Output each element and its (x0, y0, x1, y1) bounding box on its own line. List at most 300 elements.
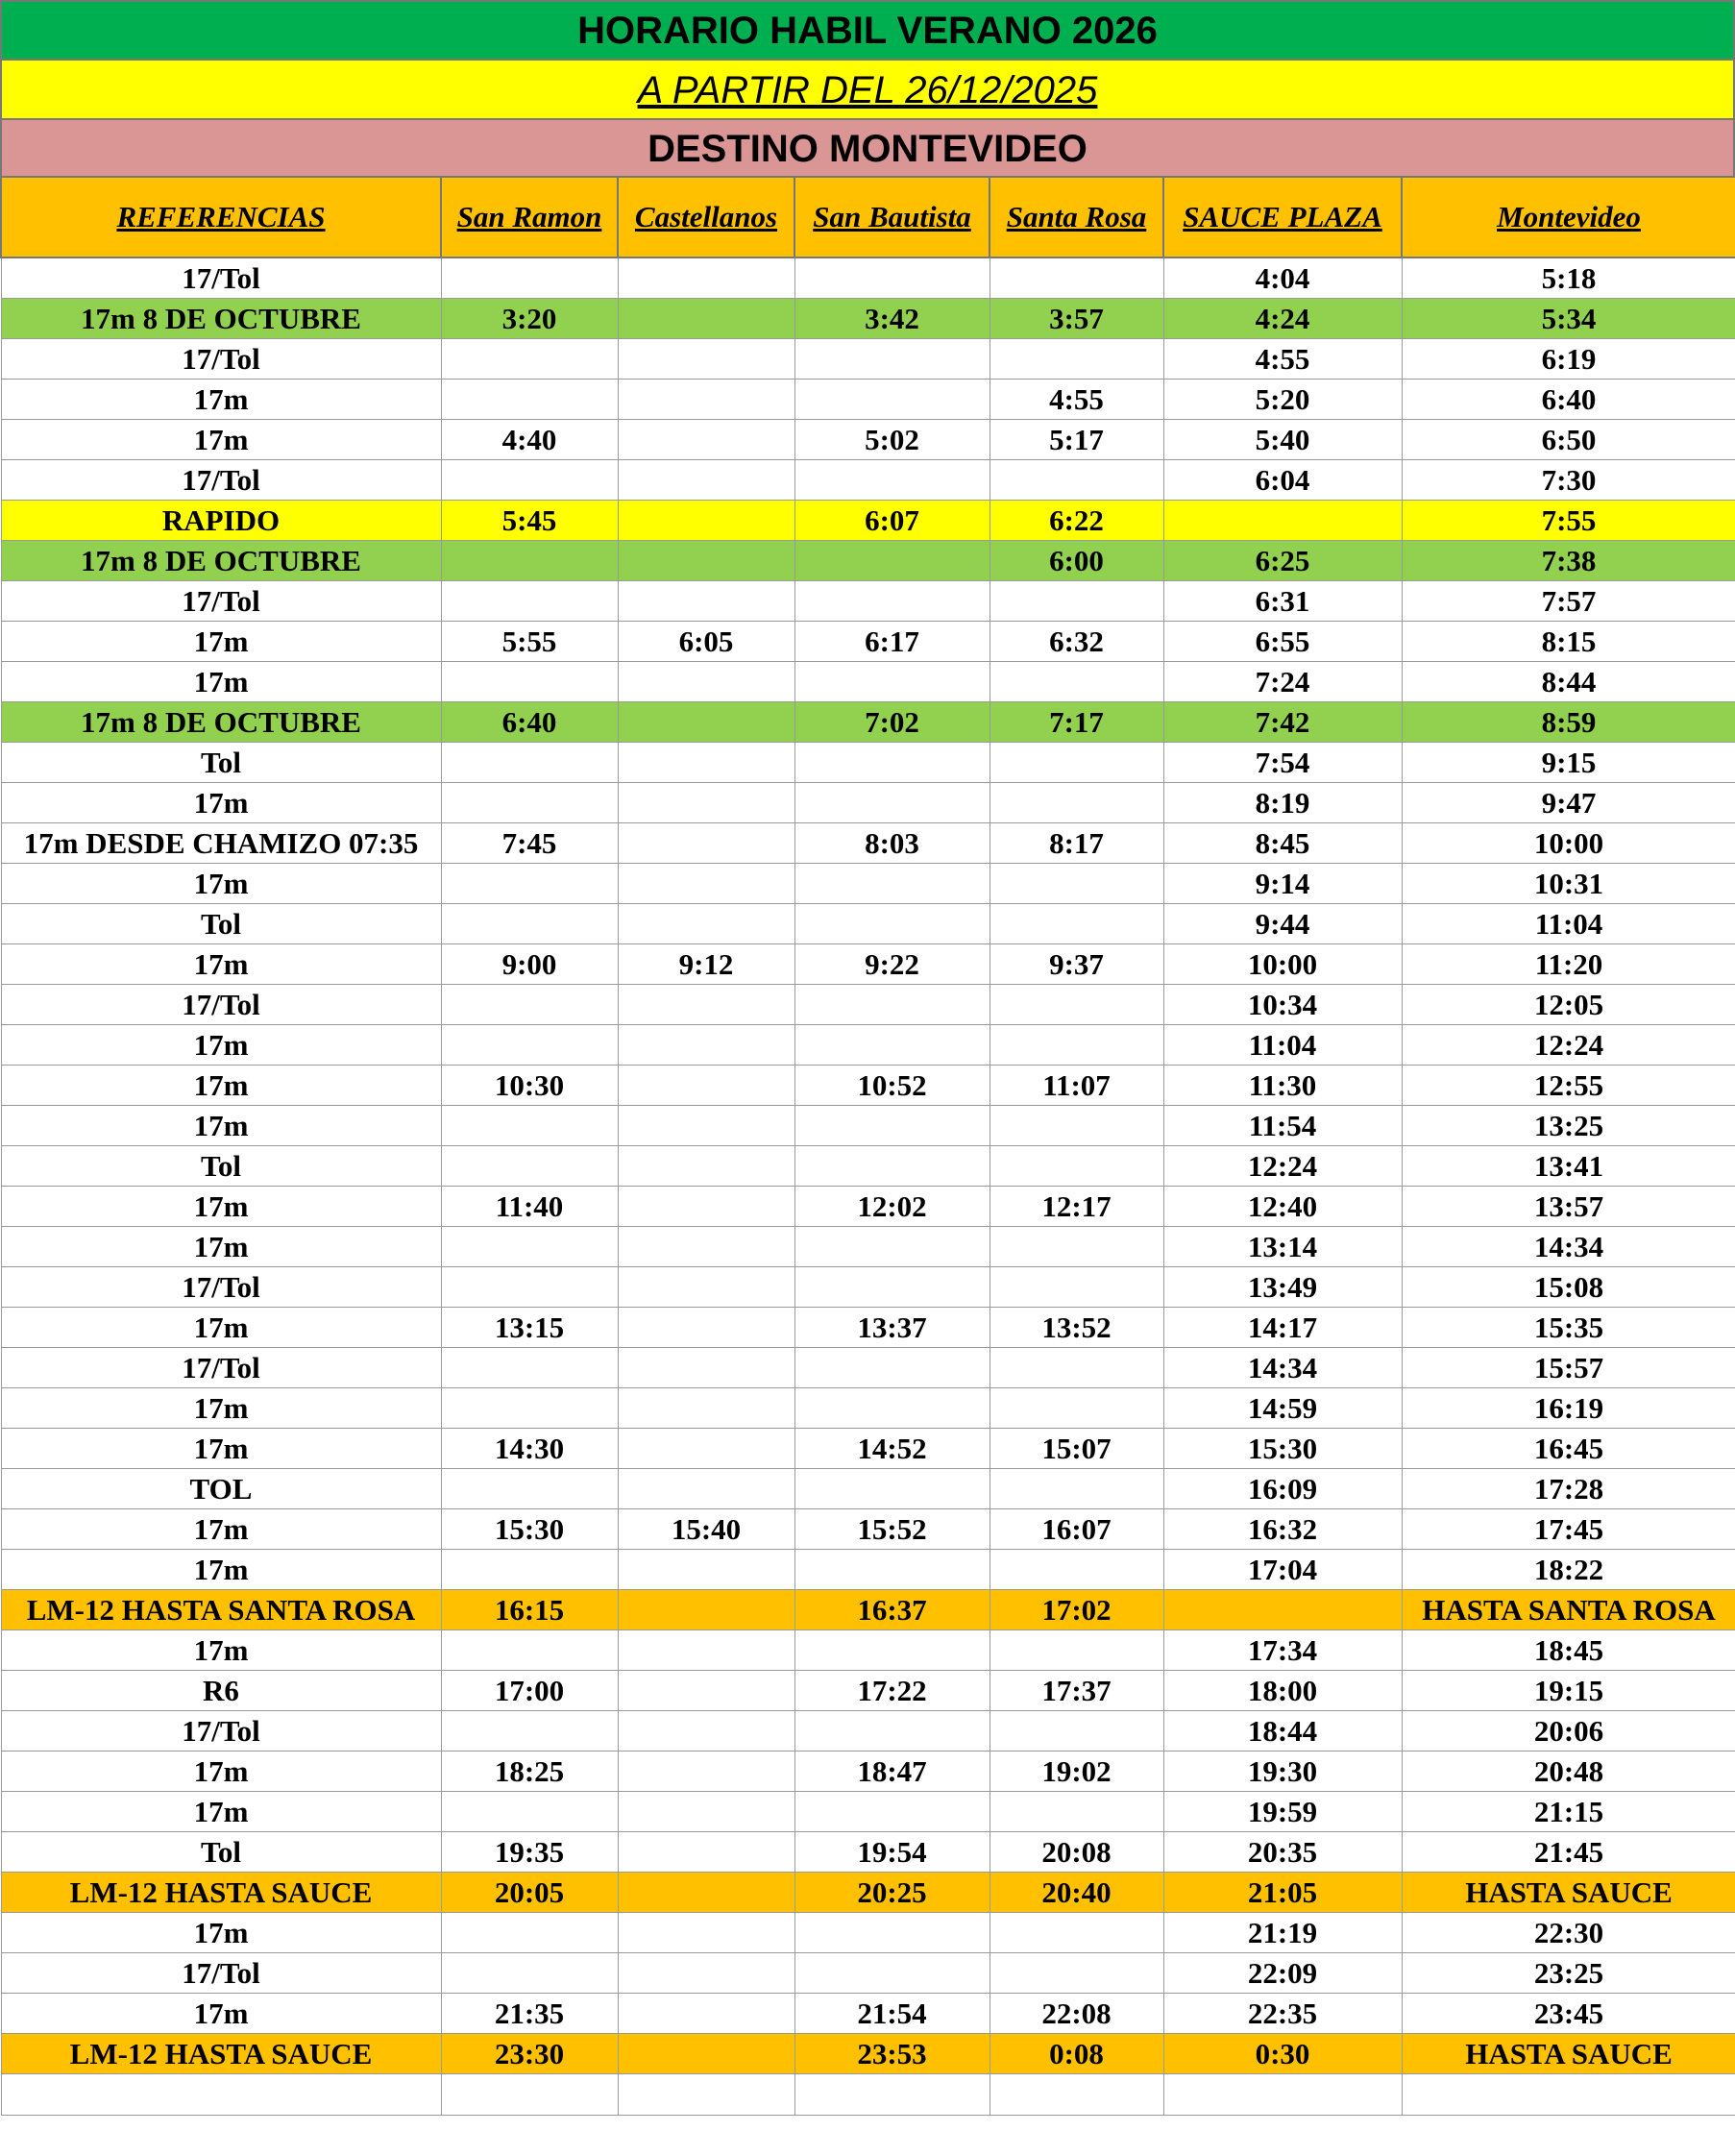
montevideo-cell: 9:15 (1402, 743, 1735, 783)
referencia-cell: 17m 8 DE OCTUBRE (1, 541, 441, 581)
san-bautista-cell: 20:25 (794, 1873, 990, 1913)
santa-rosa-cell: 6:00 (990, 541, 1163, 581)
san-bautista-cell (794, 1469, 990, 1509)
castellanos-cell (618, 2074, 794, 2116)
san-ramon-cell (441, 1469, 618, 1509)
montevideo-cell: 12:55 (1402, 1066, 1735, 1106)
san-ramon-cell: 20:05 (441, 1873, 618, 1913)
montevideo-cell: 16:45 (1402, 1429, 1735, 1469)
montevideo-cell: 17:45 (1402, 1509, 1735, 1550)
referencia-cell: 17m (1, 944, 441, 985)
referencia-cell: 17m (1, 420, 441, 460)
san-ramon-cell (441, 743, 618, 783)
san-ramon-cell: 17:00 (441, 1671, 618, 1711)
castellanos-cell (618, 1752, 794, 1792)
referencia-cell: 17m (1, 622, 441, 662)
castellanos-cell (618, 1469, 794, 1509)
sauce-plaza-cell (1163, 2074, 1402, 2116)
castellanos-cell (618, 1025, 794, 1066)
montevideo-cell: 12:24 (1402, 1025, 1735, 1066)
table-row (1, 864, 1735, 904)
sauce-plaza-cell: 6:55 (1163, 622, 1402, 662)
san-bautista-cell: 6:07 (794, 501, 990, 541)
table-row (1, 702, 1735, 743)
castellanos-cell (618, 1187, 794, 1227)
san-bautista-cell: 16:37 (794, 1590, 990, 1630)
santa-rosa-cell: 3:57 (990, 299, 1163, 339)
montevideo-cell: 11:20 (1402, 944, 1735, 985)
san-bautista-cell (794, 1227, 990, 1267)
table-row (1, 1913, 1735, 1953)
san-bautista-cell (794, 864, 990, 904)
santa-rosa-cell (990, 1106, 1163, 1146)
referencia-cell: 17m (1, 1550, 441, 1590)
santa-rosa-cell: 19:02 (990, 1752, 1163, 1792)
san-bautista-cell: 19:54 (794, 1832, 990, 1873)
san-bautista-cell (794, 1913, 990, 1953)
referencia-cell: LM-12 HASTA SAUCE (1, 1873, 441, 1913)
montevideo-cell: 7:55 (1402, 501, 1735, 541)
san-bautista-cell: 12:02 (794, 1187, 990, 1227)
referencia-cell: LM-12 HASTA SAUCE (1, 2034, 441, 2074)
table-row (1, 581, 1735, 622)
san-ramon-cell: 6:40 (441, 702, 618, 743)
castellanos-cell (618, 1308, 794, 1348)
montevideo-cell: 13:57 (1402, 1187, 1735, 1227)
referencia-cell: Tol (1, 743, 441, 783)
castellanos-cell: 6:05 (618, 622, 794, 662)
castellanos-cell (618, 1994, 794, 2034)
castellanos-cell (618, 743, 794, 783)
san-bautista-cell: 8:03 (794, 823, 990, 864)
sauce-plaza-cell: 8:45 (1163, 823, 1402, 864)
montevideo-cell: 21:45 (1402, 1832, 1735, 1873)
santa-rosa-cell: 22:08 (990, 1994, 1163, 2034)
san-ramon-cell (441, 1792, 618, 1832)
table-row (1, 1187, 1735, 1227)
sauce-plaza-cell: 15:30 (1163, 1429, 1402, 1469)
castellanos-cell: 15:40 (618, 1509, 794, 1550)
san-bautista-cell: 18:47 (794, 1752, 990, 1792)
table-row (1, 460, 1735, 501)
santa-rosa-cell (990, 1348, 1163, 1388)
san-bautista-cell (794, 1348, 990, 1388)
montevideo-cell: 23:45 (1402, 1994, 1735, 2034)
san-ramon-cell (441, 541, 618, 581)
san-ramon-cell (441, 380, 618, 420)
sauce-plaza-cell: 18:44 (1163, 1711, 1402, 1752)
san-ramon-cell (441, 1227, 618, 1267)
sauce-plaza-cell: 0:30 (1163, 2034, 1402, 2074)
san-ramon-cell (441, 1025, 618, 1066)
santa-rosa-cell: 9:37 (990, 944, 1163, 985)
montevideo-cell: 10:31 (1402, 864, 1735, 904)
san-ramon-cell: 4:40 (441, 420, 618, 460)
sauce-plaza-cell: 12:24 (1163, 1146, 1402, 1187)
montevideo-cell: 17:28 (1402, 1469, 1735, 1509)
montevideo-cell: 20:48 (1402, 1752, 1735, 1792)
san-bautista-cell (794, 1630, 990, 1671)
referencia-cell: LM-12 HASTA SANTA ROSA (1, 1590, 441, 1630)
table-row (1, 1590, 1735, 1630)
referencia-cell: Tol (1, 1146, 441, 1187)
san-bautista-cell: 13:37 (794, 1308, 990, 1348)
santa-rosa-cell: 20:08 (990, 1832, 1163, 1873)
castellanos-cell (618, 1792, 794, 1832)
table-row (1, 904, 1735, 944)
santa-rosa-cell (990, 1913, 1163, 1953)
san-ramon-cell: 13:15 (441, 1308, 618, 1348)
referencia-cell: 17/Tol (1, 257, 441, 299)
montevideo-cell: 18:22 (1402, 1550, 1735, 1590)
san-bautista-cell (794, 2074, 990, 2116)
column-header-row (1, 177, 1735, 257)
sauce-plaza-cell: 16:09 (1163, 1469, 1402, 1509)
santa-rosa-cell (990, 460, 1163, 501)
montevideo-cell: 5:18 (1402, 257, 1735, 299)
san-ramon-cell (441, 1146, 618, 1187)
san-bautista-cell (794, 581, 990, 622)
table-row (1, 1025, 1735, 1066)
montevideo-cell: 9:47 (1402, 783, 1735, 823)
san-bautista-cell: 14:52 (794, 1429, 990, 1469)
referencia-cell: 17m (1, 1429, 441, 1469)
montevideo-cell: 22:30 (1402, 1913, 1735, 1953)
san-bautista-cell (794, 380, 990, 420)
sauce-plaza-cell: 4:04 (1163, 257, 1402, 299)
san-ramon-cell: 23:30 (441, 2034, 618, 2074)
timetable-body (1, 257, 1735, 2116)
san-bautista-cell (794, 1550, 990, 1590)
table-row (1, 1671, 1735, 1711)
santa-rosa-cell: 16:07 (990, 1509, 1163, 1550)
referencia-cell: 17m (1, 864, 441, 904)
san-bautista-cell (794, 783, 990, 823)
sauce-plaza-cell: 6:25 (1163, 541, 1402, 581)
table-row (1, 1792, 1735, 1832)
sauce-plaza-cell: 22:35 (1163, 1994, 1402, 2034)
castellanos-cell (618, 1630, 794, 1671)
montevideo-cell: 8:59 (1402, 702, 1735, 743)
table-row (1, 1146, 1735, 1187)
castellanos-cell (618, 1590, 794, 1630)
referencia-cell: 17m (1, 662, 441, 702)
castellanos-cell (618, 2034, 794, 2074)
sauce-plaza-cell: 9:44 (1163, 904, 1402, 944)
santa-rosa-cell: 5:17 (990, 420, 1163, 460)
column-header-castellanos: Castellanos (618, 177, 794, 257)
column-header-san-bautista: San Bautista (794, 177, 990, 257)
santa-rosa-cell (990, 1953, 1163, 1994)
san-ramon-cell (441, 904, 618, 944)
referencia-cell: 17m (1, 1025, 441, 1066)
santa-rosa-cell: 6:32 (990, 622, 1163, 662)
montevideo-cell: 7:30 (1402, 460, 1735, 501)
santa-rosa-cell (990, 1550, 1163, 1590)
table-row (1, 662, 1735, 702)
sauce-plaza-cell: 14:17 (1163, 1308, 1402, 1348)
san-bautista-cell: 21:54 (794, 1994, 990, 2034)
castellanos-cell (618, 1550, 794, 1590)
castellanos-cell (618, 460, 794, 501)
santa-rosa-cell (990, 581, 1163, 622)
sauce-plaza-cell: 17:04 (1163, 1550, 1402, 1590)
sauce-plaza-cell: 11:54 (1163, 1106, 1402, 1146)
column-header-referencias: REFERENCIAS (1, 177, 441, 257)
sauce-plaza-cell: 20:35 (1163, 1832, 1402, 1873)
referencia-cell: 17m (1, 1630, 441, 1671)
sauce-plaza-cell: 14:59 (1163, 1388, 1402, 1429)
san-ramon-cell (441, 1711, 618, 1752)
san-ramon-cell (441, 257, 618, 299)
referencia-cell: 17m 8 DE OCTUBRE (1, 299, 441, 339)
san-ramon-cell (441, 2074, 618, 2116)
montevideo-cell: 6:19 (1402, 339, 1735, 380)
table-row (1, 985, 1735, 1025)
san-bautista-cell: 10:52 (794, 1066, 990, 1106)
castellanos-cell (618, 1066, 794, 1106)
montevideo-cell: 15:08 (1402, 1267, 1735, 1308)
san-ramon-cell: 19:35 (441, 1832, 618, 1873)
santa-rosa-cell: 15:07 (990, 1429, 1163, 1469)
santa-rosa-cell (990, 904, 1163, 944)
san-ramon-cell: 11:40 (441, 1187, 618, 1227)
montevideo-cell: 11:04 (1402, 904, 1735, 944)
san-ramon-cell (441, 339, 618, 380)
table-row (1, 1873, 1735, 1913)
sauce-plaza-cell (1163, 1590, 1402, 1630)
san-bautista-cell (794, 1388, 990, 1429)
santa-rosa-cell (990, 1025, 1163, 1066)
santa-rosa-cell (990, 1469, 1163, 1509)
montevideo-cell: 8:15 (1402, 622, 1735, 662)
sauce-plaza-cell: 10:34 (1163, 985, 1402, 1025)
table-row (1, 1388, 1735, 1429)
table-row (1, 783, 1735, 823)
castellanos-cell: 9:12 (618, 944, 794, 985)
san-ramon-cell (441, 581, 618, 622)
montevideo-cell: 18:45 (1402, 1630, 1735, 1671)
column-header-santa-rosa: Santa Rosa (990, 177, 1163, 257)
table-row (1, 823, 1735, 864)
sauce-plaza-cell: 16:32 (1163, 1509, 1402, 1550)
sauce-plaza-cell: 5:20 (1163, 380, 1402, 420)
column-header-montevideo: Montevideo (1402, 177, 1735, 257)
san-bautista-cell: 23:53 (794, 2034, 990, 2074)
castellanos-cell (618, 501, 794, 541)
sauce-plaza-cell: 6:04 (1163, 460, 1402, 501)
sauce-plaza-cell: 11:04 (1163, 1025, 1402, 1066)
san-ramon-cell (441, 1550, 618, 1590)
table-row (1, 1630, 1735, 1671)
san-ramon-cell: 18:25 (441, 1752, 618, 1792)
montevideo-cell: 7:38 (1402, 541, 1735, 581)
referencia-cell: 17m 8 DE OCTUBRE (1, 702, 441, 743)
sauce-plaza-cell: 12:40 (1163, 1187, 1402, 1227)
referencia-cell: 17m (1, 783, 441, 823)
referencia-cell: Tol (1, 904, 441, 944)
schedule-title: HORARIO HABIL VERANO 2026 (0, 0, 1735, 59)
san-ramon-cell (441, 864, 618, 904)
table-row (1, 1752, 1735, 1792)
table-row (1, 501, 1735, 541)
montevideo-cell: HASTA SAUCE (1402, 1873, 1735, 1913)
santa-rosa-cell (990, 864, 1163, 904)
san-bautista-cell: 17:22 (794, 1671, 990, 1711)
castellanos-cell (618, 1913, 794, 1953)
castellanos-cell (618, 985, 794, 1025)
sauce-plaza-cell: 8:19 (1163, 783, 1402, 823)
table-row (1, 1994, 1735, 2034)
san-ramon-cell: 3:20 (441, 299, 618, 339)
referencia-cell: 17m (1, 380, 441, 420)
san-bautista-cell (794, 339, 990, 380)
san-ramon-cell: 15:30 (441, 1509, 618, 1550)
montevideo-cell: 21:15 (1402, 1792, 1735, 1832)
sauce-plaza-cell: 10:00 (1163, 944, 1402, 985)
sauce-plaza-cell (1163, 501, 1402, 541)
referencia-cell: 17m (1, 1792, 441, 1832)
montevideo-cell: 15:35 (1402, 1308, 1735, 1348)
sauce-plaza-cell: 7:42 (1163, 702, 1402, 743)
table-row (1, 1953, 1735, 1994)
referencia-cell: TOL (1, 1469, 441, 1509)
san-ramon-cell: 10:30 (441, 1066, 618, 1106)
santa-rosa-cell (990, 1146, 1163, 1187)
montevideo-cell: HASTA SAUCE (1402, 2034, 1735, 2074)
table-row (1, 339, 1735, 380)
referencia-cell: 17m (1, 1994, 441, 2034)
san-ramon-cell (441, 662, 618, 702)
montevideo-cell: 7:57 (1402, 581, 1735, 622)
castellanos-cell (618, 581, 794, 622)
san-bautista-cell: 7:02 (794, 702, 990, 743)
santa-rosa-cell (990, 1711, 1163, 1752)
castellanos-cell (618, 420, 794, 460)
santa-rosa-cell (990, 662, 1163, 702)
san-ramon-cell (441, 1388, 618, 1429)
san-ramon-cell (441, 1913, 618, 1953)
table-row (1, 2034, 1735, 2074)
castellanos-cell (618, 702, 794, 743)
table-row (1, 1711, 1735, 1752)
sauce-plaza-cell: 4:55 (1163, 339, 1402, 380)
table-row (1, 541, 1735, 581)
referencia-cell: 17m (1, 1752, 441, 1792)
montevideo-cell: 6:40 (1402, 380, 1735, 420)
san-ramon-cell (441, 1630, 618, 1671)
santa-rosa-cell: 0:08 (990, 2034, 1163, 2074)
table-row (1, 1509, 1735, 1550)
san-ramon-cell: 5:55 (441, 622, 618, 662)
table-row (1, 1066, 1735, 1106)
sauce-plaza-cell: 19:30 (1163, 1752, 1402, 1792)
santa-rosa-cell (990, 2074, 1163, 2116)
referencia-cell: 17/Tol (1, 460, 441, 501)
san-ramon-cell: 7:45 (441, 823, 618, 864)
san-bautista-cell: 6:17 (794, 622, 990, 662)
castellanos-cell (618, 1429, 794, 1469)
effective-date: A PARTIR DEL 26/12/2025 (0, 59, 1735, 118)
sauce-plaza-cell: 17:34 (1163, 1630, 1402, 1671)
table-row (1, 1106, 1735, 1146)
table-row (1, 2074, 1735, 2116)
santa-rosa-cell (990, 1388, 1163, 1429)
san-bautista-cell (794, 1106, 990, 1146)
castellanos-cell (618, 904, 794, 944)
santa-rosa-cell: 17:37 (990, 1671, 1163, 1711)
sauce-plaza-cell: 21:05 (1163, 1873, 1402, 1913)
referencia-cell: 17m (1, 1106, 441, 1146)
destination-title: DESTINO MONTEVIDEO (0, 118, 1735, 176)
referencia-cell (1, 2074, 441, 2116)
castellanos-cell (618, 864, 794, 904)
referencia-cell: RAPIDO (1, 501, 441, 541)
table-row (1, 1832, 1735, 1873)
santa-rosa-cell: 20:40 (990, 1873, 1163, 1913)
santa-rosa-cell (990, 1792, 1163, 1832)
montevideo-cell: 8:44 (1402, 662, 1735, 702)
castellanos-cell (618, 1348, 794, 1388)
san-ramon-cell (441, 783, 618, 823)
san-bautista-cell: 15:52 (794, 1509, 990, 1550)
referencia-cell: 17m (1, 1187, 441, 1227)
table-row (1, 944, 1735, 985)
referencia-cell: 17/Tol (1, 1711, 441, 1752)
santa-rosa-cell: 7:17 (990, 702, 1163, 743)
santa-rosa-cell: 13:52 (990, 1308, 1163, 1348)
castellanos-cell (618, 339, 794, 380)
sauce-plaza-cell: 4:24 (1163, 299, 1402, 339)
table-row (1, 380, 1735, 420)
castellanos-cell (618, 1227, 794, 1267)
table-row (1, 420, 1735, 460)
table-row (1, 1429, 1735, 1469)
santa-rosa-cell (990, 257, 1163, 299)
referencia-cell: 17/Tol (1, 339, 441, 380)
santa-rosa-cell (990, 1630, 1163, 1671)
referencia-cell: 17m DESDE CHAMIZO 07:35 (1, 823, 441, 864)
castellanos-cell (618, 1953, 794, 1994)
montevideo-cell: 19:15 (1402, 1671, 1735, 1711)
san-bautista-cell (794, 1953, 990, 1994)
referencia-cell: 17m (1, 1913, 441, 1953)
santa-rosa-cell (990, 783, 1163, 823)
sauce-plaza-cell: 21:19 (1163, 1913, 1402, 1953)
castellanos-cell (618, 783, 794, 823)
table-row (1, 257, 1735, 299)
castellanos-cell (618, 1106, 794, 1146)
santa-rosa-cell: 12:17 (990, 1187, 1163, 1227)
san-bautista-cell (794, 662, 990, 702)
santa-rosa-cell (990, 1267, 1163, 1308)
montevideo-cell: 10:00 (1402, 823, 1735, 864)
santa-rosa-cell: 4:55 (990, 380, 1163, 420)
castellanos-cell (618, 1388, 794, 1429)
san-ramon-cell (441, 1106, 618, 1146)
montevideo-cell: 13:41 (1402, 1146, 1735, 1187)
table-row (1, 743, 1735, 783)
referencia-cell: 17/Tol (1, 1267, 441, 1308)
castellanos-cell (618, 662, 794, 702)
santa-rosa-cell (990, 1227, 1163, 1267)
san-bautista-cell: 9:22 (794, 944, 990, 985)
san-bautista-cell (794, 541, 990, 581)
sauce-plaza-cell: 13:14 (1163, 1227, 1402, 1267)
castellanos-cell (618, 1146, 794, 1187)
referencia-cell: 17m (1, 1308, 441, 1348)
montevideo-cell: 5:34 (1402, 299, 1735, 339)
